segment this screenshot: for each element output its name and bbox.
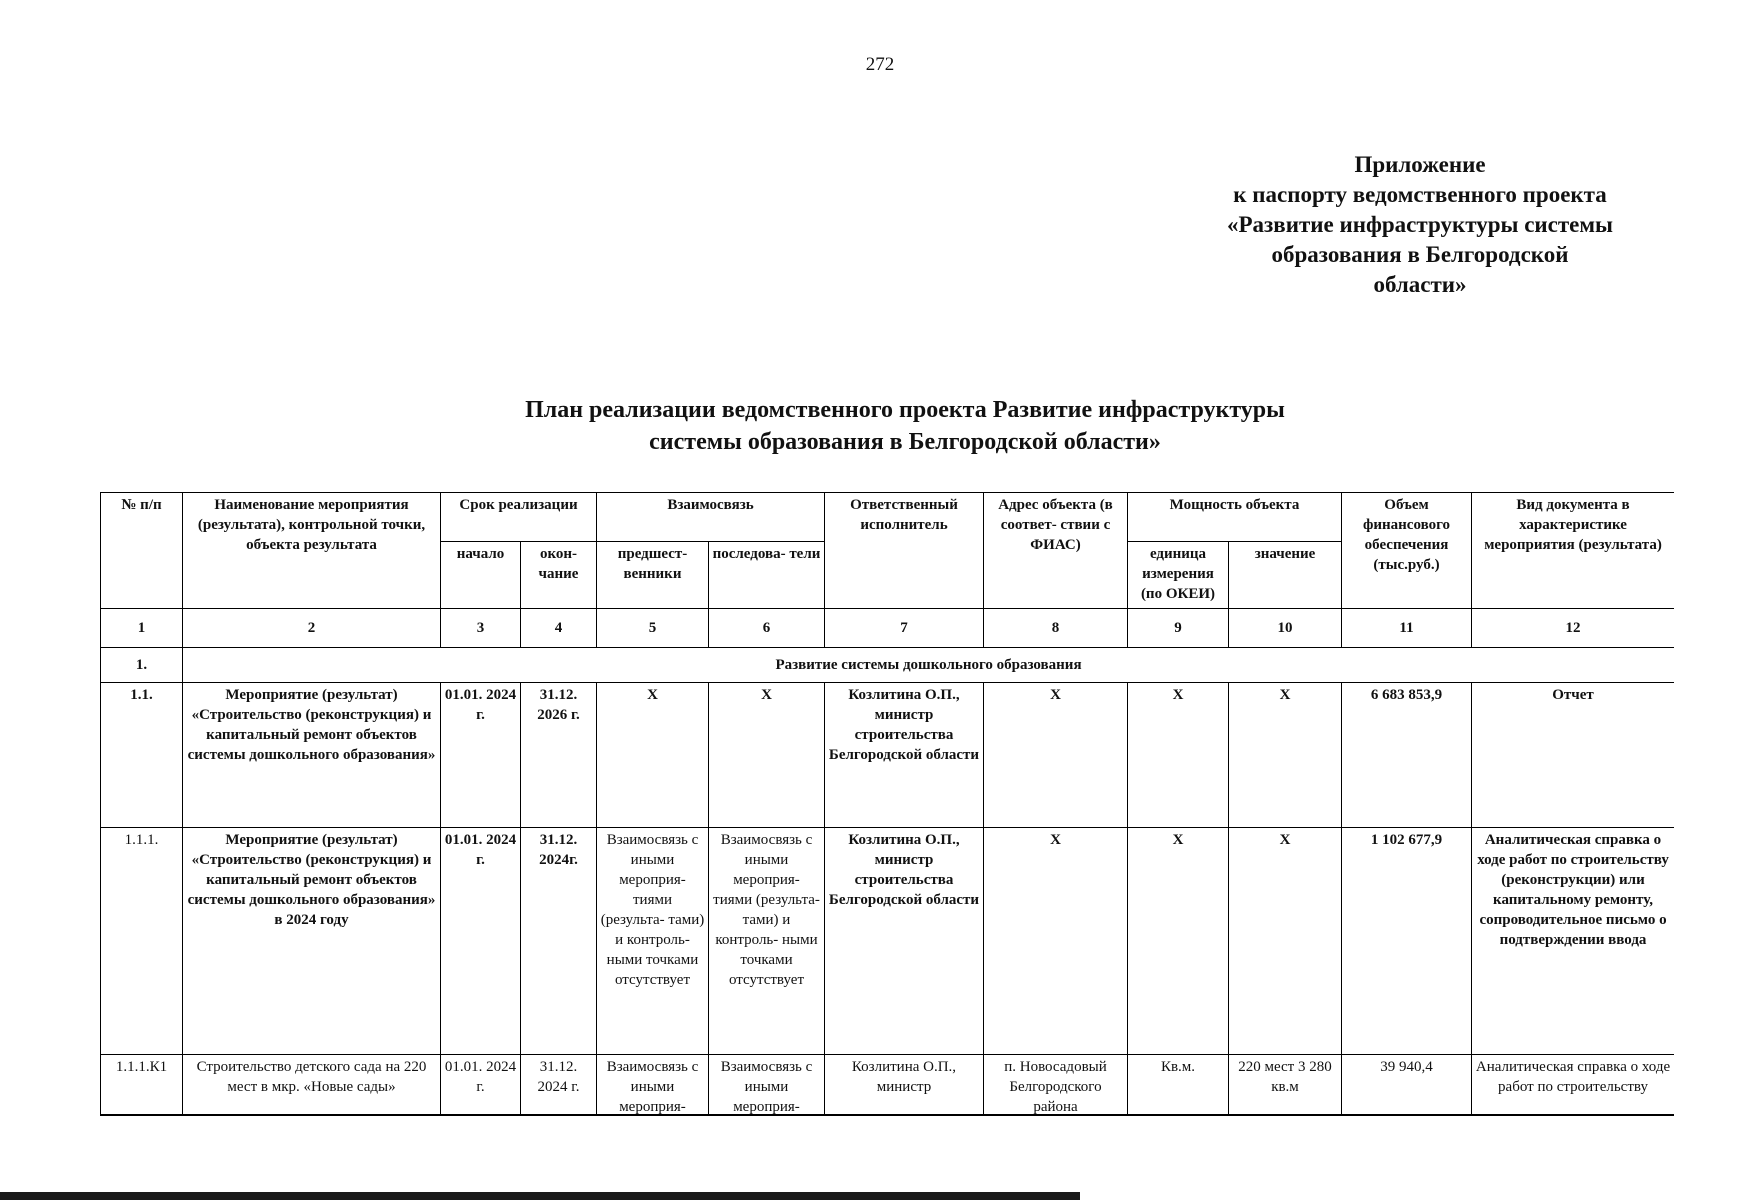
column-number: 11 xyxy=(1342,609,1472,648)
row-pred: Взаимосвязь с иными мероприя- xyxy=(597,1055,709,1117)
row-address: Х xyxy=(984,683,1128,828)
row-end: 31.12. 2024г. xyxy=(521,828,597,1055)
row-start: 01.01. 2024 г. xyxy=(441,1055,521,1117)
row-value: Х xyxy=(1229,683,1342,828)
row-unit: Кв.м. xyxy=(1128,1055,1229,1117)
column-number: 10 xyxy=(1229,609,1342,648)
appendix-line: образования в Белгородской xyxy=(1271,242,1569,267)
plan-title-line: План реализации ведомственного проекта Развитие инфраструктуры xyxy=(525,397,1285,423)
table-row xyxy=(101,683,1675,828)
header-doc-type: Вид документа в характеристике мероприятия (результата) xyxy=(1472,493,1674,609)
row-pred: Х xyxy=(597,683,709,828)
header-link: Взаимосвязь xyxy=(597,493,825,542)
plan-table xyxy=(100,492,1674,1116)
row-doc: Отчет xyxy=(1472,683,1674,828)
appendix-line: «Развитие инфраструктуры системы xyxy=(1226,212,1613,237)
row-responsible: Козлитина О.П., министр строительства Белгородской области xyxy=(825,828,984,1055)
table-row xyxy=(101,828,1675,1055)
row-succ: Х xyxy=(709,683,825,828)
header-row-1 xyxy=(101,493,1675,542)
column-number: 5 xyxy=(597,609,709,648)
row-doc: Аналитическая справка о ходе работ по строительству (реконструкции) или капитальному ремонту, сопроводительное письмо о подтверждении ввода xyxy=(1472,828,1674,1055)
scan-edge-bar xyxy=(0,1192,1080,1200)
column-number: 8 xyxy=(984,609,1128,648)
row-funding: 1 102 677,9 xyxy=(1342,828,1472,1055)
row-succ: Взаимосвязь с иными мероприя- тиями (результа- тами) и контроль- ными точками отсутствует xyxy=(709,828,825,1055)
column-number: 1 xyxy=(101,609,183,648)
plan-title-line: системы образования в Белгородской области» xyxy=(649,429,1161,455)
row-doc: Аналитическая справка о ходе работ по строительству xyxy=(1472,1055,1674,1117)
appendix-caption xyxy=(1185,150,1655,300)
row-name: Строительство детского сада на 220 мест в мкр. «Новые сады» xyxy=(183,1055,441,1117)
row-num: 1.1. xyxy=(101,683,183,828)
header-address: Адрес объекта (в соответ- ствии с ФИАС) xyxy=(984,493,1128,609)
section-row xyxy=(101,648,1675,683)
section-title: Развитие системы дошкольного образования xyxy=(183,648,1675,683)
row-pred: Взаимосвязь с иными мероприя- тиями (результа- тами) и контроль- ными точками отсутствует xyxy=(597,828,709,1055)
header-capacity-unit: единица измерения (по ОКЕИ) xyxy=(1128,542,1229,609)
row-start: 01.01. 2024 г. xyxy=(441,683,521,828)
header-term-end: окон- чание xyxy=(521,542,597,609)
row-address: Х xyxy=(984,828,1128,1055)
header-num: № п/п xyxy=(101,493,183,609)
column-number: 4 xyxy=(521,609,597,648)
page-number: 272 xyxy=(865,54,895,75)
header-name: Наименование мероприятия (результата), контрольной точки, объекта результата xyxy=(183,493,441,609)
row-responsible: Козлитина О.П., министр xyxy=(825,1055,984,1117)
row-num: 1.1.1. xyxy=(101,828,183,1055)
row-name: Мероприятие (результат) «Строительство (реконструкция) и капитальный ремонт объектов системы дошкольного образования» xyxy=(183,683,441,828)
column-number-row xyxy=(101,609,1675,648)
header-link-pred: предшест- венники xyxy=(597,542,709,609)
appendix-line: Приложение xyxy=(1354,152,1486,177)
table-row xyxy=(101,1055,1675,1117)
row-responsible: Козлитина О.П., министр строительства Белгородской области xyxy=(825,683,984,828)
row-succ: Взаимосвязь с иными мероприя- xyxy=(709,1055,825,1117)
row-start: 01.01. 2024 г. xyxy=(441,828,521,1055)
row-funding: 39 940,4 xyxy=(1342,1055,1472,1117)
plan-table-container xyxy=(100,492,1674,1116)
column-number: 6 xyxy=(709,609,825,648)
appendix-line: области» xyxy=(1373,272,1467,297)
row-address: п. Новосадовый Белгородского района xyxy=(984,1055,1128,1117)
header-capacity: Мощность объекта xyxy=(1128,493,1342,542)
section-num: 1. xyxy=(101,648,183,683)
row-num: 1.1.1.К1 xyxy=(101,1055,183,1117)
row-end: 31.12. 2026 г. xyxy=(521,683,597,828)
row-value: 220 мест 3 280 кв.м xyxy=(1229,1055,1342,1117)
column-number: 2 xyxy=(183,609,441,648)
header-responsible: Ответственный исполнитель xyxy=(825,493,984,609)
appendix-line: к паспорту ведомственного проекта xyxy=(1233,182,1607,207)
row-name: Мероприятие (результат) «Строительство (реконструкция) и капитальный ремонт объектов системы дошкольного образования» в 2024 году xyxy=(183,828,441,1055)
column-number: 3 xyxy=(441,609,521,648)
header-funding: Объем финансового обеспечения (тыс.руб.) xyxy=(1342,493,1472,609)
row-unit: Х xyxy=(1128,683,1229,828)
row-funding: 6 683 853,9 xyxy=(1342,683,1472,828)
header-link-succ: последова- тели xyxy=(709,542,825,609)
plan-title xyxy=(380,394,1430,458)
header-capacity-value: значение xyxy=(1229,542,1342,609)
column-number: 7 xyxy=(825,609,984,648)
row-end: 31.12. 2024 г. xyxy=(521,1055,597,1117)
column-number: 12 xyxy=(1472,609,1674,648)
row-value: Х xyxy=(1229,828,1342,1055)
header-term-start: начало xyxy=(441,542,521,609)
row-unit: Х xyxy=(1128,828,1229,1055)
header-term: Срок реализации xyxy=(441,493,597,542)
column-number: 9 xyxy=(1128,609,1229,648)
